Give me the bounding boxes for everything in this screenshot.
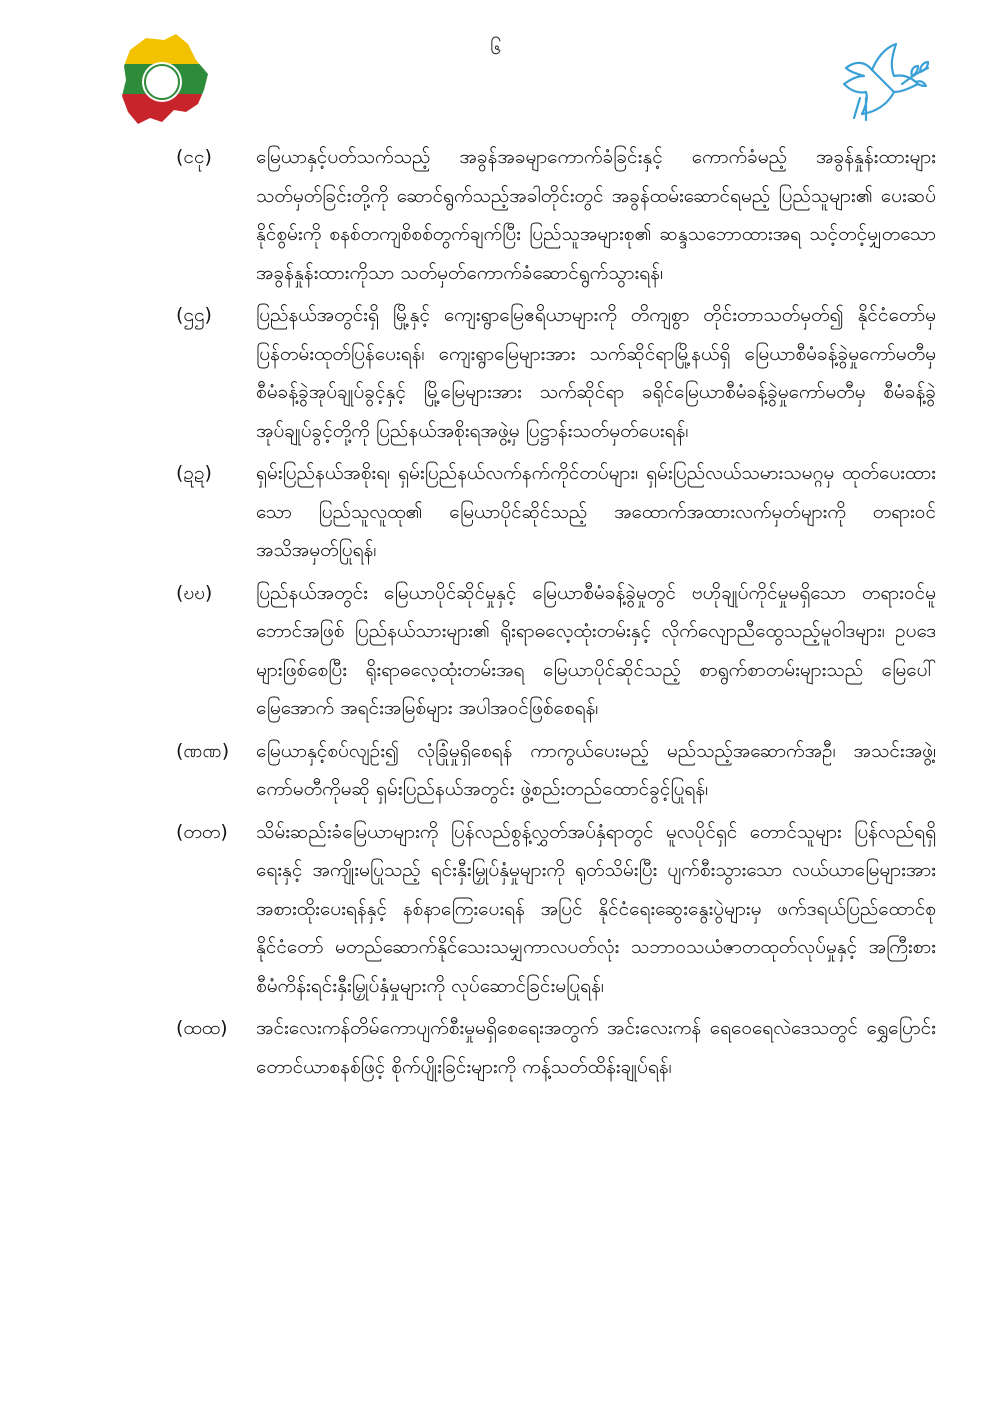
- clause-item: [176, 296, 936, 450]
- clause-item: [176, 813, 936, 1006]
- clause-number: (ထထ): [176, 1017, 228, 1039]
- clause-number: (ငငု): [176, 146, 212, 168]
- clause-number: (ဎဎ): [176, 581, 213, 604]
- clause-text: မြေယာနှင့်စပ်လျဉ်း၍ လုံခြုံမှုရှိစေရန် ကာကွယ်ပေးမည့် မည်သည့်အဆောက်အဦ၊ အသင်းအဖွဲ့၊ ကော်မတီကိုမဆို ရှမ်းပြည်နယ်အတွင်း ဖွဲ့စည်းတည်ထောင်ခွင့်ပြုရန်၊: [256, 739, 936, 800]
- clause-number: (ဏဏ): [176, 739, 230, 762]
- clause-number: (တတ): [176, 820, 228, 843]
- clause-text: ပြည်နယ်အတွင်း မြေယာပိုင်ဆိုင်မှုနှင့် မြေယာစီမံခန့်ခွဲမှုတွင် ဗဟိုချုပ်ကိုင်မှုမရှိသော တရားဝင်မူဘောင်အဖြစ် ပြည်နယ်သားများ၏ ရိုးရာဓလေ့ထုံးတမ်းနှင့် လိုက်လျောညီထွေသည့်မူဝါဒများ၊ ဥပဒေများဖြစ်စေပြီး ရိုးရာဓလေ့ထုံးတမ်းအရ မြေယာပိုင်ဆိုင်သည့် စာရွက်စာတမ်းများသည် မြေပေါ်မြေအောက် အရင်းအမြစ်များ အပါအဝင်ဖြစ်စေရန်၊: [256, 581, 936, 719]
- clause-text: မြေယာနှင့်ပတ်သက်သည့် အခွန်အခမျာကောက်ခံခြင်းနှင့် ကောက်ခံမည့် အခွန်နှုန်းထားများ သတ်မှတ်ခြင်းတို့ကို ဆောင်ရွက်သည့်အခါတိုင်းတွင် အခွန်ထမ်းဆောင်ရမည့် ပြည်သူများ၏ ပေးဆပ်နိုင်စွမ်းကို စနစ်တကျစိစစ်တွက်ချက်ပြီး ပြည်သူအများစု၏ ဆန္ဒသဘောထားအရ သင့်တင့်မျှတသော အခွန်နှုန်းထားကိုသာ သတ်မှတ်ကောက်ခံဆောင်ရွက်သွားရန်၊: [256, 146, 936, 284]
- clause-list: [176, 138, 936, 1090]
- clause-text: အင်းလေးကန်တိမ်ကောပျက်စီးမှုမရှိစေရေးအတွက် အင်းလေးကန် ရေဝေရေလဲဒေသတွင် ရွှေပြောင်းတောင်ယာစနစ်ဖြင့် စိုက်ပျိုးခြင်းများကို ကန့်သတ်ထိန်းချုပ်ရန်၊: [256, 1017, 936, 1078]
- clause-text: ပြည်နယ်အတွင်းရှိ မြို့နှင့် ကျေးရွာမြေဧရိယာများကို တိကျစွာ တိုင်းတာသတ်မှတ်၍ နိုင်ငံတော်မှ ပြန်တမ်းထုတ်ပြန်ပေးရန်၊ ကျေးရွာမြေများအား သက်ဆိုင်ရာမြို့နယ်ရှိ မြေယာစီမံခန့်ခွဲမှုကော်မတီမှ စီမံခန့်ခွဲအုပ်ချုပ်ခွင့်နှင့် မြို့မြေများအား သက်ဆိုင်ရာ ခရိုင်မြေယာစီမံခန့်ခွဲမှုကော်မတီမှ စီမံခန့်ခွဲအုပ်ချုပ်ခွင့်တို့ကို ပြည်နယ်အစိုးရအဖွဲ့မှ ပြဋ္ဌာန်းသတ်မှတ်ပေးရန်၊: [256, 304, 936, 442]
- clause-item: [176, 574, 936, 728]
- clause-number: (ဌဌ): [176, 304, 212, 326]
- clause-number: (ဍဍ): [176, 462, 212, 484]
- clause-text: သိမ်းဆည်းခံမြေယာများကို ပြန်လည်စွန့်လွှတ်အပ်နှံရာတွင် မူလပိုင်ရှင် တောင်သူများ ပြန်လည်ရရှိရေးနှင့် အကျိုးမပြုသည့် ရင်းနှီးမြှုပ်နှံမှုများကို ရုတ်သိမ်းပြီး ပျက်စီးသွားသော လယ်ယာမြေများအား အစားထိုးပေးရန်နှင့် နစ်နာကြေးပေးရန် အပြင် နိုင်ငံရေးဆွေးနွေးပွဲများမှ ဖက်ဒရယ်ပြည်ထောင်စုနိုင်ငံတော် မတည်ဆောက်နိုင်သေးသမျှကာလပတ်လုံး သဘာဝသယံဇာတထုတ်လုပ်မှုနှင့် အကြီးစားစီမံကိန်းရင်းနှီးမြှုပ်နှံမှုများကို လုပ်ဆောင်ခြင်းမပြုရန်၊: [256, 820, 936, 997]
- page-number: ၆: [490, 35, 502, 59]
- clause-text: ရှမ်းပြည်နယ်အစိုးရ၊ ရှမ်းပြည်နယ်လက်နက်ကိုင်တပ်များ၊ ရှမ်းပြည်လယ်သမားသမဂ္ဂမှ ထုတ်ပေးထားသော ပြည်သူလူထု၏ မြေယာပိုင်ဆိုင်သည့် အထောက်အထားလက်မှတ်များကို တရားဝင်အသိအမှတ်ပြုရန်၊: [256, 462, 936, 561]
- clause-item: [176, 732, 936, 809]
- clause-item: [176, 454, 936, 570]
- clause-item: [176, 1009, 936, 1086]
- peace-dove-icon: [836, 38, 934, 128]
- clause-item: [176, 138, 936, 292]
